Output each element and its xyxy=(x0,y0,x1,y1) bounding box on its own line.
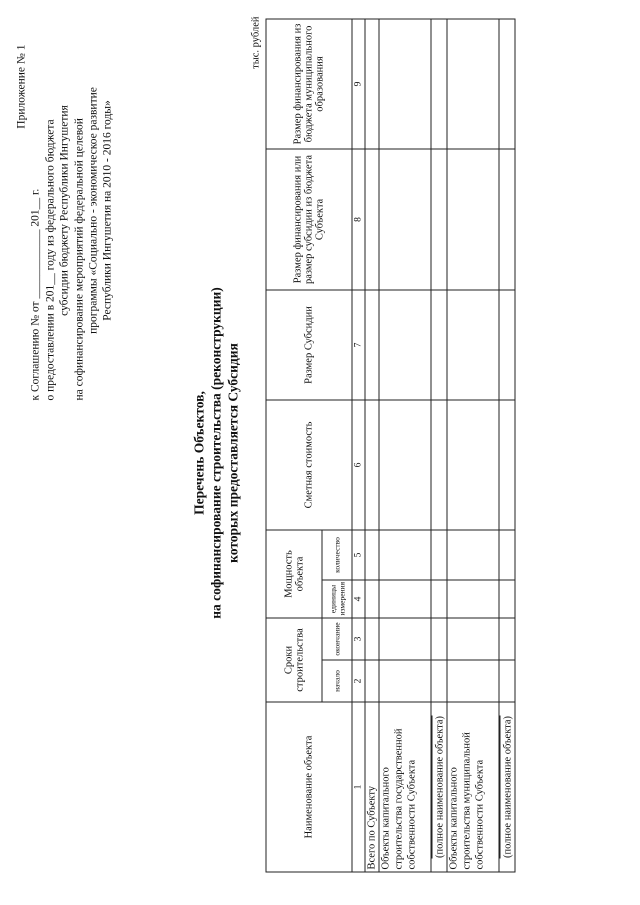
row-state-object-placeholder: (полное наименование объекта) xyxy=(431,715,446,857)
agreement-recipient-line: субсидии бюджету Республики Ингушетия xyxy=(58,104,71,316)
appendix-number: Приложение № 1 xyxy=(15,44,27,129)
agreement-subject-line: о предоставлении в 201__ году из федерального бюджета xyxy=(43,118,56,400)
appendix-header xyxy=(14,20,115,400)
title-line-1: Перечень Объектов, xyxy=(191,390,206,515)
table-row xyxy=(431,18,447,871)
column-number: 7 xyxy=(352,289,365,399)
column-number-row xyxy=(352,18,365,871)
column-number: 9 xyxy=(352,18,365,148)
column-number: 5 xyxy=(352,529,365,579)
table-row xyxy=(365,18,379,871)
row-municipal-object-placeholder: (полное наименование объекта) xyxy=(499,715,514,857)
header-construction-terms: Сроки строительства xyxy=(266,617,322,701)
column-number: 6 xyxy=(352,399,365,529)
table-row xyxy=(499,18,515,871)
agreement-line: к Соглашению № от ____________ 201__ г. xyxy=(29,188,42,400)
header-capacity-unit: единицы измерения xyxy=(322,579,352,617)
header-terms-end: окончание xyxy=(322,617,352,659)
table-row xyxy=(379,18,431,871)
header-object-name: Наименование объекта xyxy=(266,702,352,872)
column-number: 1 xyxy=(352,702,365,872)
row-state-objects-label: Объекты капитального строительства государственной собственности Субъекта xyxy=(379,702,431,872)
units-label: тыс. рублей xyxy=(250,16,261,69)
program-name-line: программы «Социально - экономическое развитие xyxy=(87,86,100,334)
column-number: 2 xyxy=(352,660,365,702)
header-fin-subject: Размер финансирования или размер субсидии из бюджета Субъекта xyxy=(266,148,352,289)
objects-table xyxy=(265,18,515,872)
column-number: 4 xyxy=(352,579,365,617)
table-row xyxy=(447,18,499,871)
title-line-2: на софинансирование строительства (реконструкции) xyxy=(208,286,223,619)
header-subsidy: Размер Субсидии xyxy=(266,289,352,399)
row-total-label: Всего по Субъекту xyxy=(365,702,379,872)
agreement-purpose-line: на софинансирование мероприятий федеральной целевой xyxy=(72,117,85,400)
header-terms-start: начало xyxy=(322,660,352,702)
header-capacity: Мощность объекта xyxy=(266,529,322,617)
header-estimate: Сметная стоимость xyxy=(266,399,352,529)
column-number: 8 xyxy=(352,148,365,289)
program-period-line: Республики Ингушетия на 2010 - 2016 годы» xyxy=(101,99,114,321)
row-municipal-objects-label: Объекты капитального строительства муниципальной собственности Субъекта xyxy=(447,702,499,872)
header-capacity-qty: количество xyxy=(322,529,352,579)
title-line-3: которых предоставляется Субсидия xyxy=(225,342,240,563)
header-fin-municipal: Размер финансирования из бюджета муниципального образования xyxy=(266,18,352,148)
column-number: 3 xyxy=(352,617,365,659)
document-title xyxy=(190,0,241,905)
